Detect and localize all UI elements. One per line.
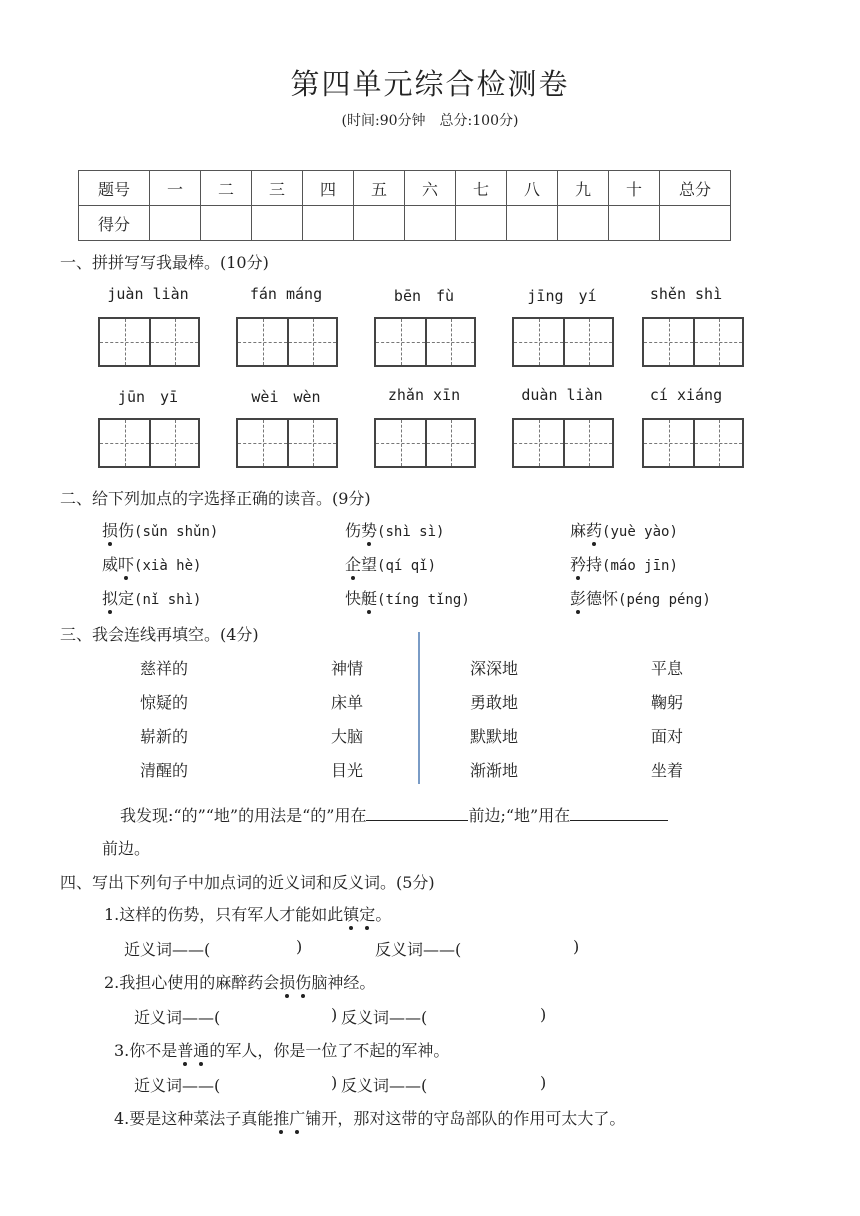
pinyin-label: juàn liàn bbox=[107, 285, 189, 303]
paren-close: ) bbox=[331, 1005, 338, 1024]
writing-grid[interactable] bbox=[374, 317, 476, 367]
pinyin-label: jūn yī bbox=[117, 388, 179, 406]
finding-sentence-end: 前边。 bbox=[102, 839, 151, 858]
score-header-cell: 总分 bbox=[660, 171, 731, 206]
dotted-char: 推 bbox=[273, 1109, 290, 1128]
sentence-4: 4.要是这种菜法子真能推广铺开，那对这带的守岛部队的作用可太大了。 bbox=[114, 1109, 626, 1128]
score-cell[interactable] bbox=[660, 206, 731, 241]
dotted-char: 矜 bbox=[570, 555, 587, 574]
match-word[interactable]: 渐渐地 bbox=[470, 761, 519, 780]
score-cell[interactable] bbox=[456, 206, 507, 241]
score-header-cell: 十 bbox=[609, 171, 660, 206]
section3-heading: 三、我会连线再填空。(4分) bbox=[60, 625, 259, 644]
score-cell[interactable] bbox=[507, 206, 558, 241]
pinyin-label: fán máng bbox=[249, 285, 323, 303]
reading-item: 伤势(shì sì) bbox=[345, 521, 445, 540]
dotted-char: 药 bbox=[586, 521, 603, 540]
reading-item: 矜持(máo jīn) bbox=[570, 555, 678, 574]
pinyin-label: shěn shì bbox=[649, 285, 723, 303]
score-cell[interactable] bbox=[354, 206, 405, 241]
exam-info: (时间:90分钟 总分:100分) bbox=[341, 113, 519, 129]
match-word[interactable]: 神情 bbox=[331, 659, 364, 678]
score-header-cell: 一 bbox=[150, 171, 201, 206]
pinyin-label: wèi wèn bbox=[251, 388, 321, 406]
score-cell[interactable] bbox=[609, 206, 660, 241]
dotted-char: 彭 bbox=[570, 589, 587, 608]
match-word[interactable]: 慈祥的 bbox=[140, 659, 189, 678]
paren-close: ) bbox=[331, 1073, 338, 1092]
score-cell[interactable] bbox=[558, 206, 609, 241]
score-header-row bbox=[79, 171, 731, 206]
blank-field[interactable] bbox=[366, 806, 468, 821]
synonym-label: 近义词——( bbox=[134, 1008, 221, 1027]
dotted-char: 吓 bbox=[118, 555, 135, 574]
reading-item: 拟定(nǐ shì) bbox=[102, 589, 202, 608]
dotted-char: 企 bbox=[345, 555, 362, 574]
score-cell[interactable] bbox=[150, 206, 201, 241]
score-header-cell: 九 bbox=[558, 171, 609, 206]
section4-heading: 四、写出下列句子中加点词的近义词和反义词。(5分) bbox=[60, 873, 435, 892]
score-header-cell: 八 bbox=[507, 171, 558, 206]
score-header-cell: 三 bbox=[252, 171, 303, 206]
score-header-cell: 题号 bbox=[79, 171, 150, 206]
writing-grid[interactable] bbox=[236, 317, 338, 367]
dotted-char: 通 bbox=[193, 1041, 210, 1060]
match-word[interactable]: 崭新的 bbox=[140, 727, 189, 746]
match-word[interactable]: 面对 bbox=[651, 727, 684, 746]
section1-heading: 一、拼拼写写我最棒。(10分) bbox=[60, 253, 269, 272]
reading-item: 威吓(xià hè) bbox=[102, 555, 202, 574]
dotted-char: 艇 bbox=[361, 589, 378, 608]
dotted-char: 损 bbox=[279, 973, 296, 992]
dotted-char: 广 bbox=[289, 1109, 306, 1128]
dotted-char: 拟 bbox=[102, 589, 119, 608]
antonym-label: 反义词——( bbox=[341, 1076, 428, 1095]
reading-item: 损伤(sǔn shǔn) bbox=[102, 521, 219, 540]
dotted-char: 普 bbox=[177, 1041, 194, 1060]
pinyin-label: jīng yí bbox=[527, 287, 597, 305]
paren-close: ) bbox=[540, 1005, 547, 1024]
match-word[interactable]: 床单 bbox=[331, 693, 364, 712]
synonym-label: 近义词——( bbox=[124, 940, 211, 959]
antonym-label: 反义词——( bbox=[341, 1008, 428, 1027]
match-word[interactable]: 清醒的 bbox=[140, 761, 189, 780]
score-cell[interactable] bbox=[252, 206, 303, 241]
sentence-3: 3.你不是普通的军人，你是一位了不起的军神。 bbox=[114, 1041, 450, 1060]
match-word[interactable]: 平息 bbox=[651, 659, 684, 678]
score-header-cell: 五 bbox=[354, 171, 405, 206]
antonym-label: 反义词——( bbox=[375, 940, 462, 959]
dotted-char: 势 bbox=[361, 521, 378, 540]
score-header-cell: 七 bbox=[456, 171, 507, 206]
writing-grid[interactable] bbox=[98, 418, 200, 468]
score-cell[interactable] bbox=[303, 206, 354, 241]
match-word[interactable]: 勇敢地 bbox=[470, 693, 519, 712]
match-word[interactable]: 默默地 bbox=[470, 727, 519, 746]
reading-item: 企望(qí qǐ) bbox=[345, 555, 437, 574]
writing-grid[interactable] bbox=[236, 418, 338, 468]
dotted-char: 损 bbox=[102, 521, 119, 540]
column-divider bbox=[418, 632, 420, 784]
synonym-label: 近义词——( bbox=[134, 1076, 221, 1095]
pinyin-label: zhǎn xīn bbox=[387, 386, 461, 404]
pinyin-label: bēn fù bbox=[393, 287, 455, 305]
match-word[interactable]: 目光 bbox=[331, 761, 364, 780]
writing-grid[interactable] bbox=[512, 317, 614, 367]
score-header-cell: 二 bbox=[201, 171, 252, 206]
dotted-char: 定 bbox=[359, 905, 376, 924]
score-row-label: 得分 bbox=[79, 206, 150, 241]
match-word[interactable]: 鞠躬 bbox=[651, 693, 684, 712]
score-cell[interactable] bbox=[201, 206, 252, 241]
page-title: 第四单元综合检测卷 bbox=[290, 67, 570, 101]
score-header-cell: 四 bbox=[303, 171, 354, 206]
match-word[interactable]: 深深地 bbox=[470, 659, 519, 678]
reading-item: 麻药(yuè yào) bbox=[570, 521, 678, 540]
sentence-1: 1.这样的伤势，只有军人才能如此镇定。 bbox=[104, 905, 392, 924]
dotted-char: 镇 bbox=[343, 905, 360, 924]
paren-close: ) bbox=[573, 937, 580, 956]
match-word[interactable]: 惊疑的 bbox=[140, 693, 189, 712]
blank-field[interactable] bbox=[570, 806, 668, 821]
pinyin-label: duàn liàn bbox=[521, 386, 603, 404]
reading-item: 快艇(tíng tǐng) bbox=[345, 589, 470, 608]
pinyin-label: cí xiáng bbox=[649, 386, 723, 404]
section2-heading: 二、给下列加点的字选择正确的读音。(9分) bbox=[60, 489, 371, 508]
finding-sentence: 我发现:“的”“地”的用法是“的”用在 前边;“地”用在 bbox=[120, 803, 668, 826]
writing-grid[interactable] bbox=[98, 317, 200, 367]
paren-close: ) bbox=[296, 937, 303, 956]
paren-close: ) bbox=[540, 1073, 547, 1092]
writing-grid[interactable] bbox=[374, 418, 476, 468]
score-table bbox=[78, 170, 731, 241]
writing-grid[interactable] bbox=[642, 317, 744, 367]
score-cell[interactable] bbox=[405, 206, 456, 241]
match-word[interactable]: 大脑 bbox=[331, 727, 364, 746]
writing-grid[interactable] bbox=[512, 418, 614, 468]
score-header-cell: 六 bbox=[405, 171, 456, 206]
score-value-row bbox=[79, 206, 731, 241]
match-word[interactable]: 坐着 bbox=[651, 761, 684, 780]
reading-item: 彭德怀(péng péng) bbox=[570, 589, 711, 608]
dotted-char: 伤 bbox=[295, 973, 312, 992]
writing-grid[interactable] bbox=[642, 418, 744, 468]
sentence-2: 2.我担心使用的麻醉药会损伤脑神经。 bbox=[104, 973, 376, 992]
